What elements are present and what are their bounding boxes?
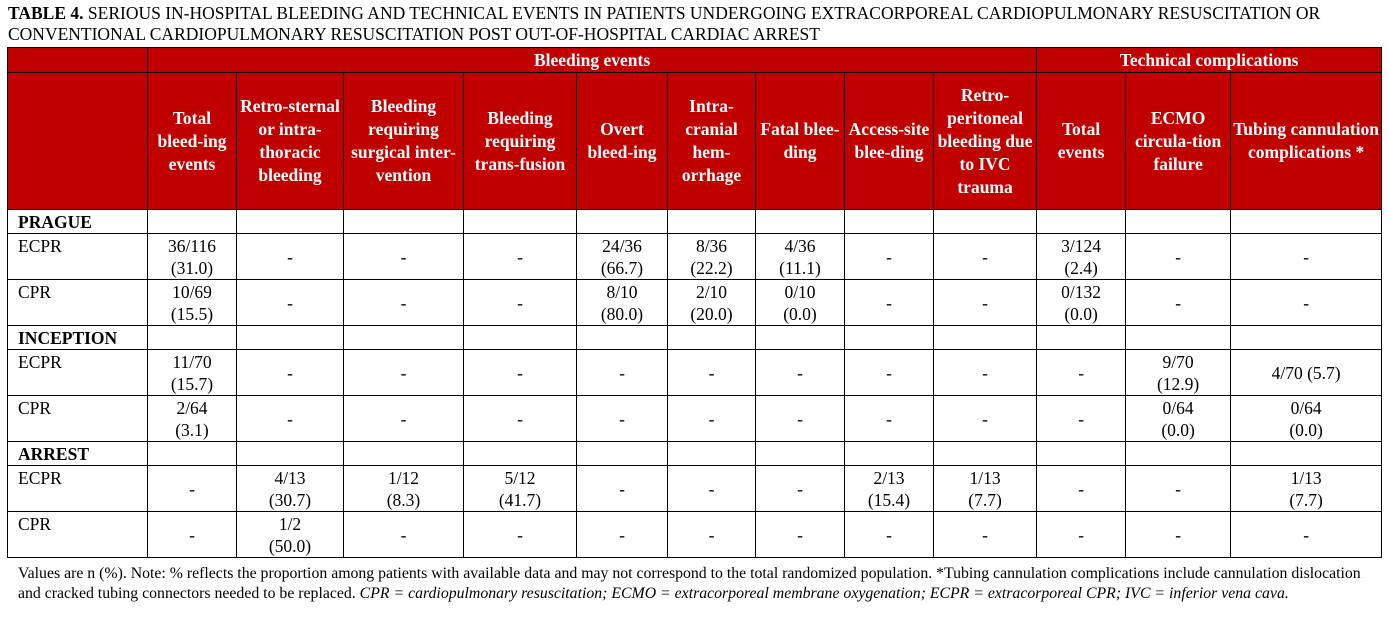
table-cell — [1126, 234, 1231, 280]
cell-line: - — [1303, 246, 1310, 267]
cell-line: 1/13 — [1290, 467, 1322, 488]
section-empty-cell — [934, 442, 1037, 466]
section-empty-cell — [934, 210, 1037, 234]
table-cell — [1037, 396, 1126, 442]
col-surgical: Bleeding requiring surgical inter-vention — [344, 73, 464, 210]
row-label: CPR — [8, 280, 148, 326]
table-row — [8, 466, 1382, 512]
footnote-text: Values are n (%). Note: % reflects the proportion among patients with available data and may not correspond to the total randomized population. *Tubing cannulation complications include cannulation dislocation and cracked tubing connectors needed to be replaced. — [18, 565, 1361, 602]
section-empty-cell — [237, 442, 344, 466]
section-empty-cell — [148, 210, 237, 234]
table-cell — [237, 350, 344, 396]
table-body — [8, 210, 1382, 558]
cell-line: 5/12 — [504, 467, 536, 488]
section-empty-cell — [756, 442, 845, 466]
cell-line: - — [982, 246, 988, 267]
table-cell — [1037, 512, 1126, 558]
cell-line: - — [797, 408, 803, 429]
cell-line: - — [982, 362, 988, 383]
table-cell — [1231, 234, 1382, 280]
cell-line: (3.1) — [175, 419, 209, 440]
table-cell — [756, 280, 845, 326]
section-empty-cell — [668, 442, 756, 466]
cell-line: - — [797, 478, 803, 499]
col-access-site: Access-site blee-ding — [845, 73, 934, 210]
cell-line: 2/13 — [873, 467, 905, 488]
col-total-bleeding: Total bleed-ing events — [148, 73, 237, 210]
section-empty-cell — [237, 210, 344, 234]
cell-line: - — [1078, 524, 1085, 545]
column-header-row — [8, 73, 1382, 210]
table-cell — [756, 512, 845, 558]
table-cell — [237, 280, 344, 326]
table-cell — [344, 234, 464, 280]
row-label: CPR — [8, 512, 148, 558]
cell-line: - — [517, 246, 523, 267]
table-cell — [756, 466, 845, 512]
table-cell — [668, 350, 756, 396]
cell-line: 2/10 — [695, 281, 728, 302]
cell-line: 24/36 — [602, 235, 642, 256]
cell-line: - — [982, 408, 988, 429]
cell-line: 0/10 — [784, 281, 816, 302]
table-cell — [237, 512, 344, 558]
group-bleeding-events: Bleeding events — [148, 48, 1037, 73]
table-cell — [344, 396, 464, 442]
cell-line: 8/10 — [606, 281, 638, 302]
table-cell — [344, 512, 464, 558]
section-empty-cell — [756, 326, 845, 350]
group-technical-complications: Technical complications — [1037, 48, 1382, 73]
cell-line: (50.0) — [268, 535, 312, 556]
table-cell — [577, 280, 668, 326]
cell-line: 0/132 — [1061, 281, 1102, 302]
section-empty-cell — [845, 210, 934, 234]
cell-line: - — [708, 362, 715, 383]
col-transfusion: Bleeding requiring trans-fusion — [464, 73, 577, 210]
cell-line: 0/64 — [1162, 397, 1194, 418]
cell-line: (0.0) — [1064, 303, 1098, 324]
table-cell — [464, 466, 577, 512]
cell-line: 8/36 — [695, 235, 728, 256]
cell-line: 1/13 — [969, 467, 1001, 488]
section-empty-cell — [344, 442, 464, 466]
footnote-abbreviations: CPR = cardiopulmonary resuscitation; ECMO = extracorporeal membrane oxygenation; ECPR = extracorporeal CPR; IVC = inferior vena cava. — [359, 585, 1289, 602]
cell-line: 1/2 — [278, 513, 302, 534]
cell-line: (11.1) — [779, 257, 821, 278]
table-cell — [148, 350, 237, 396]
cell-line: (0.0) — [1161, 419, 1195, 440]
section-empty-cell — [148, 442, 237, 466]
cell-line: - — [517, 524, 523, 545]
section-empty-cell — [1126, 442, 1231, 466]
section-empty-cell — [934, 326, 1037, 350]
cell-line: 1/12 — [387, 467, 420, 488]
section-empty-cell — [237, 326, 344, 350]
table-cell — [148, 280, 237, 326]
cell-line: - — [287, 292, 293, 313]
results-table — [7, 47, 1382, 558]
table-cell — [845, 512, 934, 558]
cell-line: (7.7) — [1289, 489, 1323, 510]
table-title: SERIOUS IN-HOSPITAL BLEEDING AND TECHNICAL EVENTS IN PATIENTS UNDERGOING EXTRACORPOREAL CARDIOPULMONARY RESUSCITATION OR CONVENTIONAL CARDIOPULMONARY RESUSCITATION POST OUT-OF-HOSPITAL CARDIAC ARREST — [8, 3, 1321, 44]
section-label: INCEPTION — [8, 326, 148, 350]
table-footnote — [18, 564, 1378, 604]
cell-line: - — [1303, 292, 1310, 313]
section-empty-cell — [845, 326, 934, 350]
group-header-row — [8, 48, 1382, 73]
cell-line: (66.7) — [600, 257, 644, 278]
cell-line: (15.7) — [170, 373, 214, 394]
table-cell — [1231, 466, 1382, 512]
section-empty-cell — [668, 210, 756, 234]
section-empty-cell — [464, 326, 577, 350]
cell-line: - — [1175, 524, 1182, 545]
corner-cell — [8, 48, 148, 73]
col-retrosternal: Retro-sternal or intra-thoracic bleeding — [237, 73, 344, 210]
table-cell — [756, 396, 845, 442]
cell-line: (80.0) — [600, 303, 644, 324]
cell-line: - — [619, 524, 625, 545]
section-empty-cell — [845, 442, 934, 466]
table-row — [8, 512, 1382, 558]
table-row — [8, 350, 1382, 396]
cell-line: - — [517, 362, 523, 383]
cell-line: - — [619, 362, 625, 383]
cell-line: - — [886, 246, 892, 267]
table-cell — [1231, 350, 1382, 396]
cell-line: 4/70 (5.7) — [1271, 362, 1341, 383]
cell-line: - — [886, 524, 892, 545]
section-row — [8, 326, 1382, 350]
cell-line: (20.0) — [690, 303, 733, 324]
table-cell — [464, 234, 577, 280]
section-label: PRAGUE — [8, 210, 148, 234]
cell-line: - — [1078, 478, 1085, 499]
row-label: ECPR — [8, 350, 148, 396]
table-cell — [577, 512, 668, 558]
table-cell — [464, 512, 577, 558]
cell-line: 10/69 — [172, 281, 212, 302]
cell-line: - — [982, 524, 988, 545]
cell-line: 4/13 — [274, 467, 306, 488]
col-overt: Overt bleed-ing — [577, 73, 668, 210]
table-cell — [845, 396, 934, 442]
cell-line: (0.0) — [783, 303, 817, 324]
cell-line: 0/64 — [1290, 397, 1322, 418]
cell-line: - — [1303, 524, 1310, 545]
section-empty-cell — [756, 210, 845, 234]
cell-line: (31.0) — [170, 257, 214, 278]
cell-line: - — [1078, 408, 1085, 429]
section-empty-cell — [577, 210, 668, 234]
table-cell — [668, 396, 756, 442]
table-cell — [756, 350, 845, 396]
col-fatal: Fatal blee-ding — [756, 73, 845, 210]
cell-line: - — [1078, 362, 1085, 383]
cell-line: - — [189, 478, 195, 499]
cell-line: - — [517, 408, 523, 429]
table-cell — [464, 396, 577, 442]
cell-line: - — [1175, 478, 1182, 499]
table-row — [8, 280, 1382, 326]
cell-line: - — [287, 246, 293, 267]
cell-line: - — [708, 478, 715, 499]
table-cell — [148, 512, 237, 558]
table-cell — [344, 466, 464, 512]
table-cell — [1231, 280, 1382, 326]
cell-line: - — [619, 408, 625, 429]
table-cell — [1037, 280, 1126, 326]
table-cell — [845, 466, 934, 512]
table-cell — [464, 280, 577, 326]
cell-line: 4/36 — [784, 235, 816, 256]
cell-line: (12.9) — [1156, 373, 1200, 394]
table-cell — [1126, 466, 1231, 512]
cell-line: 9/70 — [1162, 351, 1194, 372]
table-cell — [668, 280, 756, 326]
table-cell — [845, 280, 934, 326]
section-empty-cell — [148, 326, 237, 350]
cell-line: 36/116 — [168, 235, 216, 256]
cell-line: - — [517, 292, 523, 313]
col-total-events: Total events — [1037, 73, 1126, 210]
cell-line: (2.4) — [1064, 257, 1098, 278]
table-cell — [577, 350, 668, 396]
section-row — [8, 442, 1382, 466]
cell-line: - — [708, 408, 715, 429]
table-cell — [934, 350, 1037, 396]
section-empty-cell — [1231, 210, 1382, 234]
table-cell — [237, 396, 344, 442]
cell-line: 11/70 — [172, 351, 212, 372]
section-empty-cell — [1231, 442, 1382, 466]
cell-line: (0.0) — [1289, 419, 1323, 440]
table-cell — [668, 466, 756, 512]
table-cell — [756, 234, 845, 280]
cell-line: - — [708, 524, 715, 545]
section-row — [8, 210, 1382, 234]
table-cell — [1126, 280, 1231, 326]
cell-line: 2/64 — [176, 397, 208, 418]
table-cell — [237, 234, 344, 280]
section-empty-cell — [577, 326, 668, 350]
table-cell — [845, 350, 934, 396]
cell-line: - — [1175, 246, 1182, 267]
cell-line: - — [886, 292, 892, 313]
table-cell — [464, 350, 577, 396]
table-cell — [934, 512, 1037, 558]
row-label: ECPR — [8, 234, 148, 280]
table-cell — [1037, 466, 1126, 512]
section-empty-cell — [1231, 326, 1382, 350]
cell-line: (8.3) — [386, 489, 421, 510]
cell-line: 3/124 — [1061, 235, 1102, 256]
table-cell — [845, 234, 934, 280]
table-row — [8, 234, 1382, 280]
table-cell — [577, 466, 668, 512]
section-empty-cell — [1126, 210, 1231, 234]
table-cell — [1126, 396, 1231, 442]
table-cell — [344, 350, 464, 396]
section-empty-cell — [1126, 326, 1231, 350]
table-cell — [934, 396, 1037, 442]
table-cell — [934, 234, 1037, 280]
section-empty-cell — [464, 442, 577, 466]
table-caption — [8, 3, 1380, 45]
table-cell — [577, 234, 668, 280]
cell-line: (15.5) — [170, 303, 214, 324]
cell-line: - — [400, 292, 407, 313]
section-empty-cell — [464, 210, 577, 234]
table-cell — [1037, 350, 1126, 396]
section-label: ARREST — [8, 442, 148, 466]
table-cell — [934, 466, 1037, 512]
section-empty-cell — [668, 326, 756, 350]
cell-line: - — [400, 246, 407, 267]
table-cell — [1037, 234, 1126, 280]
section-empty-cell — [577, 442, 668, 466]
cell-line: - — [619, 478, 625, 499]
cell-line: - — [287, 362, 293, 383]
table-cell — [1126, 350, 1231, 396]
cell-line: (15.4) — [867, 489, 911, 510]
table-cell — [1231, 396, 1382, 442]
section-empty-cell — [344, 210, 464, 234]
table-cell — [237, 466, 344, 512]
section-empty-cell — [1037, 210, 1126, 234]
corner-cell-2 — [8, 73, 148, 210]
section-empty-cell — [344, 326, 464, 350]
col-retroperitoneal: Retro-peritoneal bleeding due to IVC trauma — [934, 73, 1037, 210]
row-label: ECPR — [8, 466, 148, 512]
table-cell — [344, 280, 464, 326]
row-label: CPR — [8, 396, 148, 442]
cell-line: (30.7) — [268, 489, 312, 510]
cell-line: (22.2) — [690, 257, 733, 278]
table-cell — [668, 234, 756, 280]
section-empty-cell — [1037, 442, 1126, 466]
section-empty-cell — [1037, 326, 1126, 350]
cell-line: (7.7) — [968, 489, 1002, 510]
cell-line: - — [797, 362, 803, 383]
table-cell — [668, 512, 756, 558]
table-cell — [1231, 512, 1382, 558]
cell-line: - — [886, 408, 892, 429]
cell-line: - — [287, 408, 293, 429]
table-cell — [148, 396, 237, 442]
cell-line: - — [400, 408, 407, 429]
cell-line: - — [886, 362, 892, 383]
table-cell — [148, 234, 237, 280]
cell-line: - — [797, 524, 803, 545]
table-label: TABLE 4. — [8, 3, 84, 23]
table-cell — [577, 396, 668, 442]
cell-line: - — [400, 362, 407, 383]
cell-line: - — [982, 292, 988, 313]
cell-line: - — [1175, 292, 1182, 313]
table-row — [8, 396, 1382, 442]
cell-line: - — [400, 524, 407, 545]
cell-line: (41.7) — [498, 489, 542, 510]
col-intracranial: Intra-cranial hem-orrhage — [668, 73, 756, 210]
col-tubing: Tubing cannulation complications * — [1231, 73, 1382, 210]
table-cell — [148, 466, 237, 512]
cell-line: - — [189, 524, 195, 545]
col-ecmo-failure: ECMO circula-tion failure — [1126, 73, 1231, 210]
table-cell — [1126, 512, 1231, 558]
table-cell — [934, 280, 1037, 326]
